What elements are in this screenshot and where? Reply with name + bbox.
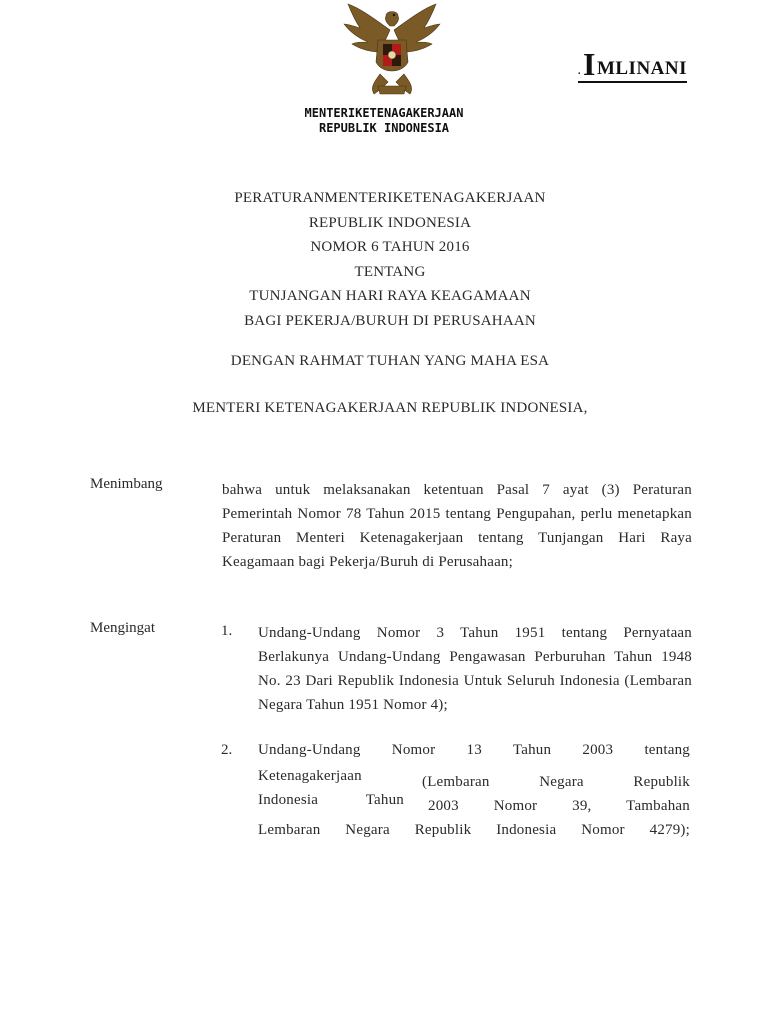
title-line-1: PERATURANMENTERIKETENAGAKERJAAN xyxy=(234,190,546,206)
ministry-name: MENTERIKETENAGAKERJAAN xyxy=(304,106,464,120)
document-mark xyxy=(578,46,688,83)
invocation: DENGAN RAHMAT TUHAN YANG MAHA ESA xyxy=(230,353,550,369)
garuda-emblem-icon xyxy=(336,0,448,100)
regulation-title xyxy=(0,186,768,333)
doc-mark-initial: I xyxy=(583,46,596,82)
mengingat-item-2-part-a: Ketenagakerjaan xyxy=(258,768,362,784)
mengingat-item-2-line-1: Undang-Undang Nomor 13 Tahun 2003 tentang xyxy=(258,742,690,758)
title-line-5: TUNJANGAN HARI RAYA KEAGAMAAN xyxy=(249,288,531,304)
doc-mark-text: MLINANI xyxy=(596,58,688,79)
doc-mark-dot: . xyxy=(578,66,581,77)
mengingat-label: Mengingat xyxy=(90,620,155,636)
mengingat-item-1-text: Undang-Undang Nomor 3 Tahun 1951 tentang Pernyataan Berlakunya Undang-Undang Pengawasan Perburuhan Tahun 1948 No. 23 Dari Republik Indonesia Untuk Seluruh Indonesia (Lembaran Negara Tahun 1951 Nomor 4); xyxy=(258,625,692,713)
title-line-6: BAGI PEKERJA/BURUH DI PERUSAHAAN xyxy=(244,312,536,329)
ministry-header xyxy=(0,106,768,136)
ministry-country: REPUBLIK INDONESIA xyxy=(318,121,450,135)
mengingat-item-1-number: 1. xyxy=(221,623,233,639)
title-line-4: TENTANG xyxy=(354,263,426,280)
minister-heading: MENTERI KETENAGAKERJAAN REPUBLIK INDONESIA, xyxy=(192,400,588,416)
title-line-3: NOMOR 6 TAHUN 2016 xyxy=(310,239,470,255)
mengingat-item-2-number: 2. xyxy=(221,742,233,758)
title-line-2: REPUBLIK INDONESIA xyxy=(308,214,472,231)
mengingat-item-2-part-c: Indonesia Tahun xyxy=(258,792,404,808)
mengingat-item-2-part-d: 2003 Nomor 39, Tambahan xyxy=(428,798,690,814)
menimbang-text: bahwa untuk melaksanakan ketentuan Pasal 7 ayat (3) Peraturan Pemerintah Nomor 78 Tahun 2015 tentang Pengupahan, perlu menetapkan Peraturan Menteri Ketenagakerjaan tentang Tunjangan Hari Raya Keagamaan bagi Pekerja/Buruh di Perusahaan; xyxy=(222,482,692,570)
menimbang-label: Menimbang xyxy=(90,476,163,492)
mengingat-item-2-part-b: (Lembaran Negara Republik xyxy=(422,774,690,790)
mengingat-item-2-line-last: Lembaran Negara Republik Indonesia Nomor 4279); xyxy=(258,822,690,838)
